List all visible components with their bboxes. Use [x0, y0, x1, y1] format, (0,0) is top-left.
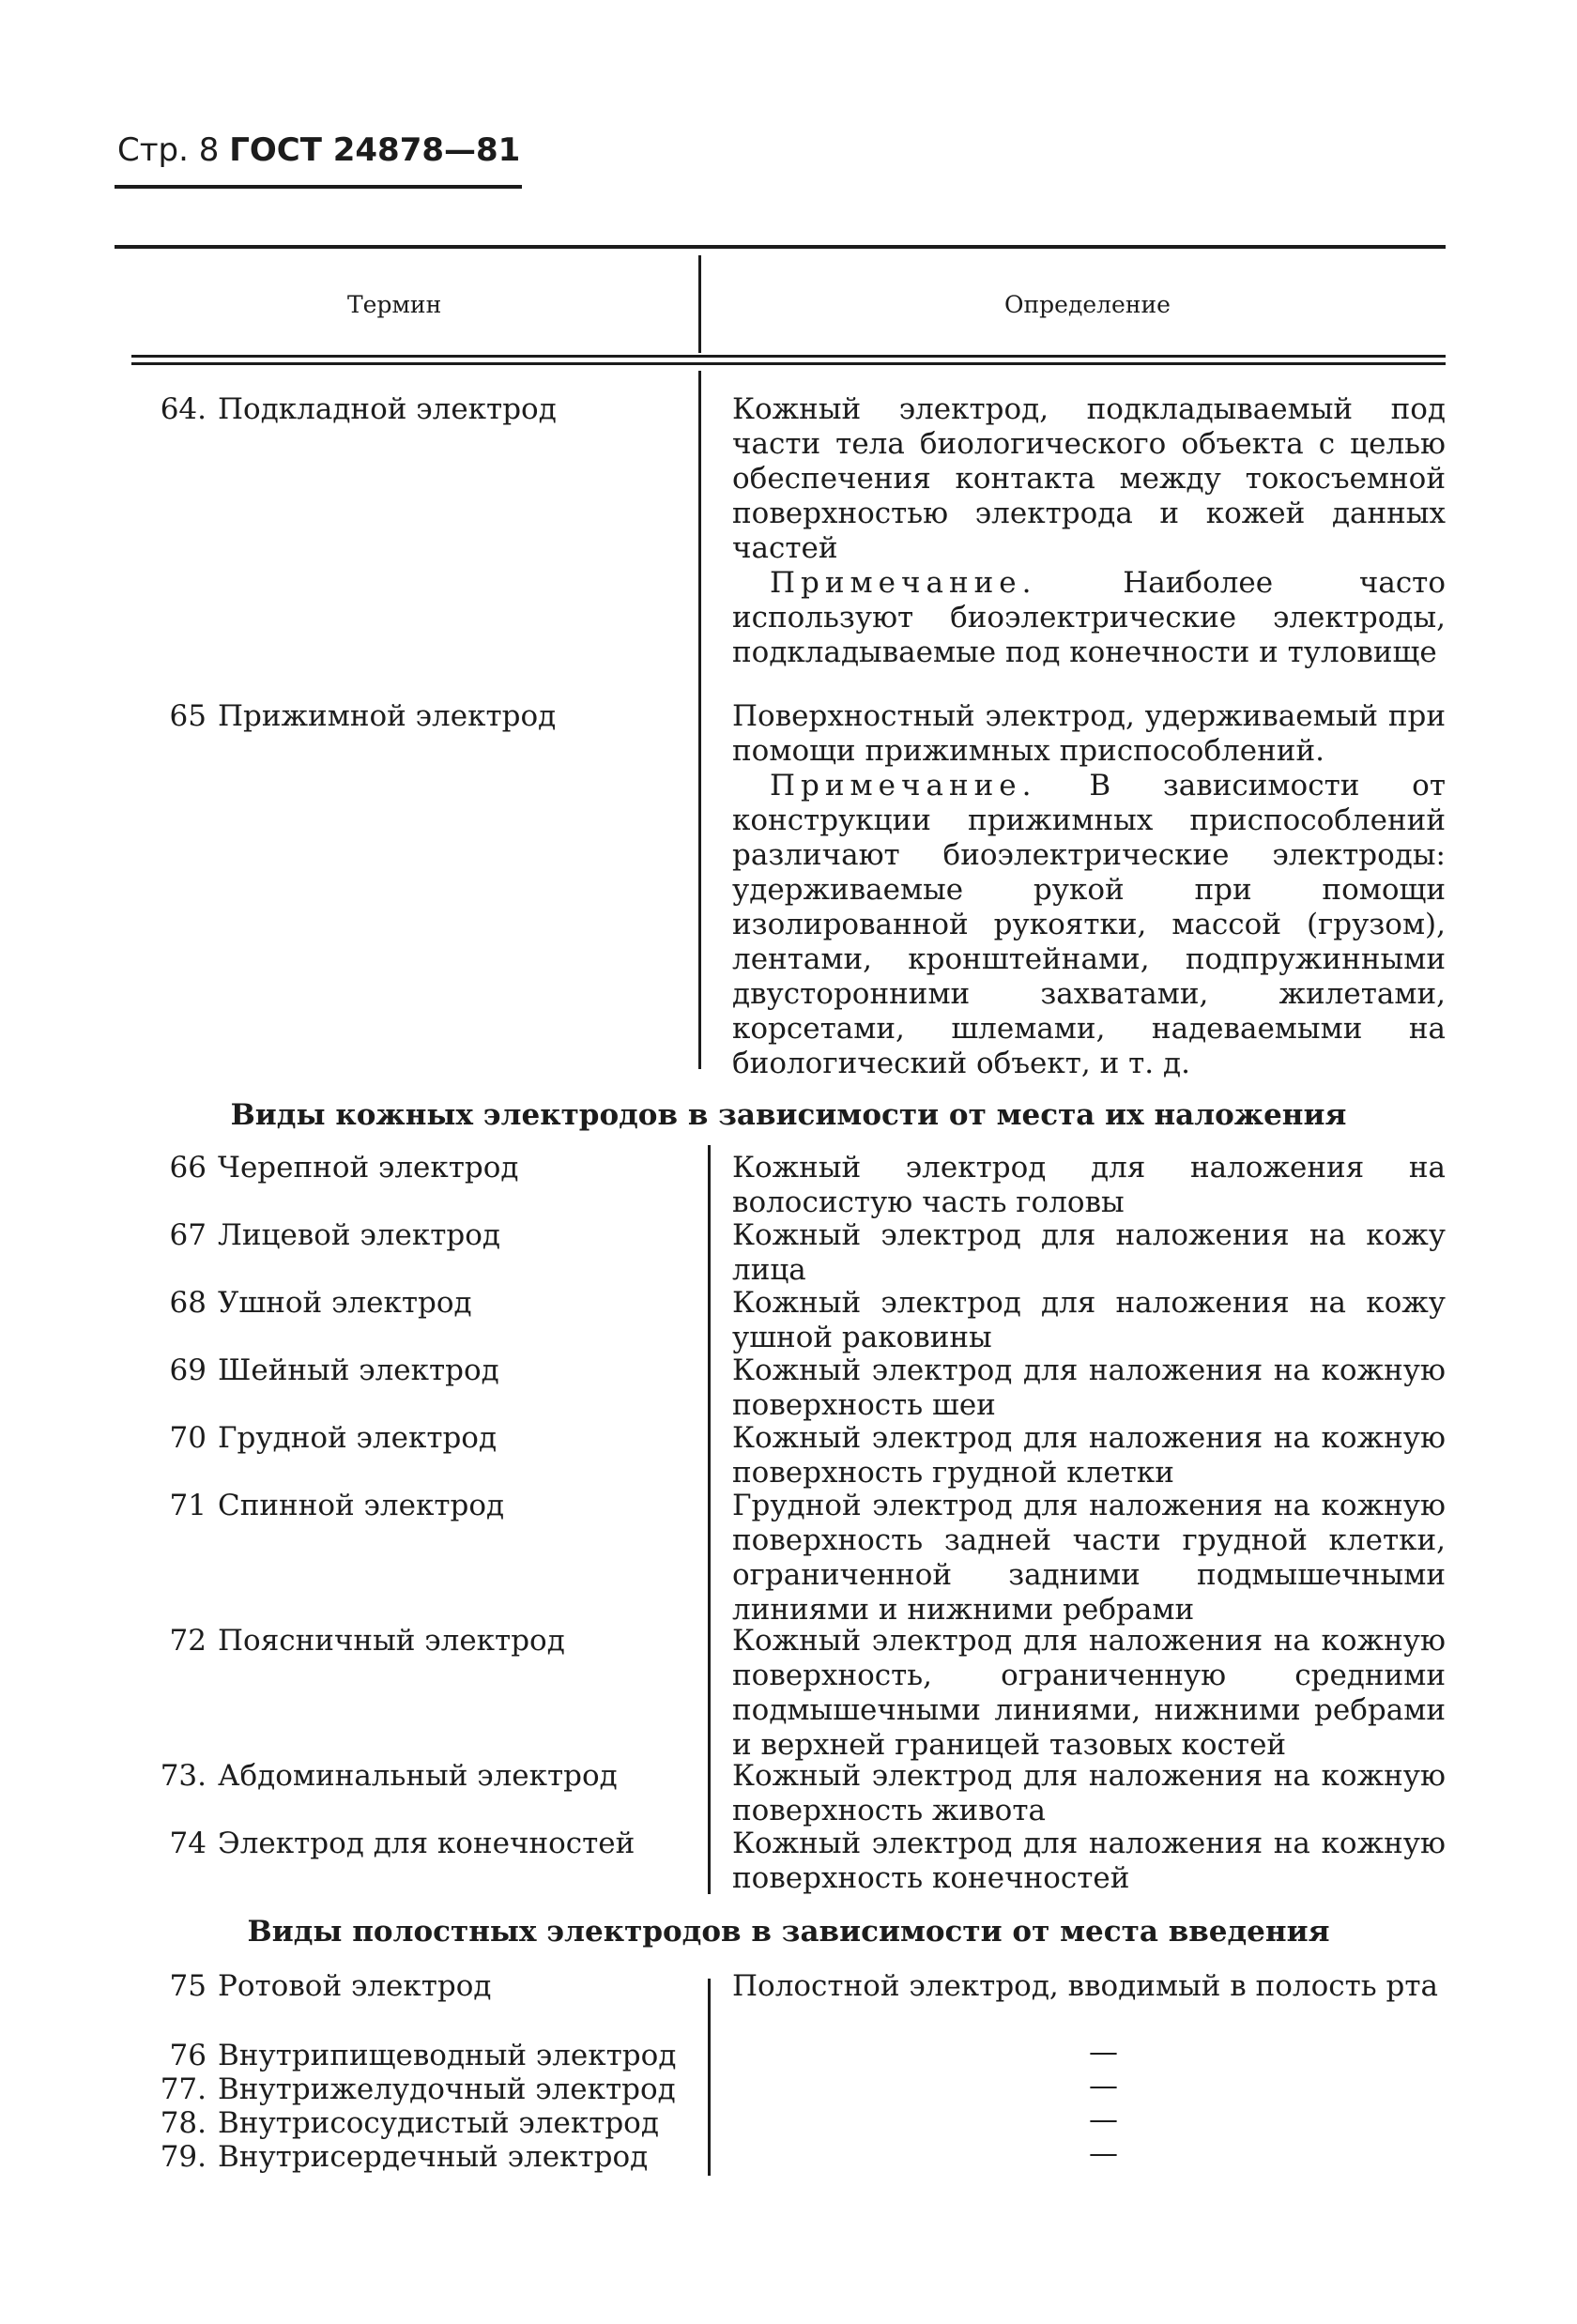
term-number: 74	[169, 1827, 207, 1860]
column-divider	[708, 1979, 711, 2176]
term-name: Электрод для конечностей	[218, 1827, 635, 1860]
term-number: 70	[169, 1421, 207, 1455]
term-name: Поясничный электрод	[218, 1624, 565, 1658]
definition-71	[732, 1489, 1446, 1628]
term-76	[141, 2039, 676, 2072]
page-label: Стр. 8	[117, 131, 220, 169]
term-number: 78.	[160, 2106, 207, 2140]
definition-text: Кожный электрод для наложения на волосистую часть головы	[732, 1151, 1446, 1219]
term-71	[141, 1489, 504, 1522]
term-68	[141, 1286, 472, 1320]
term-78	[141, 2106, 659, 2140]
term-number: 73.	[160, 1759, 207, 1793]
note-label: Примечание.	[770, 769, 1037, 803]
column-header-definition: Определение	[1004, 291, 1171, 318]
term-name: Внутрисердечный электрод	[218, 2140, 649, 2174]
term-65	[141, 699, 556, 733]
term-name: Ушной электрод	[218, 1286, 472, 1320]
definition-65	[732, 699, 1446, 1081]
term-number: 69	[169, 1353, 207, 1387]
term-number: 76	[169, 2039, 207, 2072]
column-header-term: Термин	[347, 291, 442, 318]
note-text: Наиболее часто используют биоэлектрические электроды, подкладываемые под конечности и туловище	[732, 566, 1446, 669]
term-66	[141, 1151, 519, 1185]
term-77	[141, 2072, 676, 2106]
definition-69	[732, 1353, 1446, 1423]
definition-note	[732, 769, 1446, 1081]
header-double-rule	[131, 355, 1446, 358]
column-divider	[708, 1145, 711, 1894]
term-name: Лицевой электрод	[218, 1218, 500, 1252]
definition-text: Поверхностный электрод, удерживаемый при помощи прижимных приспособлений.	[732, 699, 1446, 768]
term-name: Шейный электрод	[218, 1353, 499, 1387]
definition-64	[732, 392, 1446, 670]
definition-text: Кожный электрод для наложения на кожную поверхность грудной клетки	[732, 1421, 1446, 1490]
term-number: 72	[169, 1624, 207, 1658]
term-79	[141, 2140, 648, 2174]
section-heading-cavity: Виды полостных электродов в зависимости от места введения	[247, 1915, 1330, 1949]
definition-70	[732, 1421, 1446, 1491]
definition-73	[732, 1759, 1446, 1828]
term-number: 66	[169, 1151, 207, 1185]
definition-77: —	[1089, 2069, 1118, 2102]
term-name: Прижимной электрод	[218, 699, 557, 733]
definition-text: Кожный электрод для наложения на кожу ушной раковины	[732, 1286, 1446, 1354]
definition-text: Кожный электрод для наложения на кожную поверхность, ограниченную средними подмышечными линиями, нижними ребрами и верхней границей тазовых костей	[732, 1624, 1446, 1762]
definition-68	[732, 1286, 1446, 1355]
term-name: Черепной электрод	[218, 1151, 519, 1185]
header-rule	[115, 185, 522, 189]
term-name: Ротовой электрод	[218, 1969, 492, 2003]
term-name: Внутрипищеводный электрод	[218, 2039, 677, 2072]
term-number: 77.	[160, 2072, 207, 2106]
term-64	[141, 392, 557, 426]
definition-text: Кожный электрод, подкладываемый под части тела биологического объекта с целью обеспечения контакта между токосъемной поверхностью электрода и кожей данных частей	[732, 392, 1446, 565]
definition-75	[732, 1969, 1446, 2004]
term-number: 68	[169, 1286, 207, 1320]
term-70	[141, 1421, 497, 1455]
note-text: В зависимости от конструкции прижимных приспособлений различают биоэлектрические электроды: удерживаемые рукой при помощи изолированной рукоятки, массой (грузом), лентами, кронштейнами, подпружинными двусторонними захватами, жилетами, корсетами, шлемами, надеваемыми на биологический объект, и т. д.	[732, 769, 1446, 1080]
column-divider	[698, 255, 701, 353]
term-number: 65	[169, 699, 207, 733]
term-67	[141, 1218, 500, 1252]
term-72	[141, 1624, 565, 1658]
term-74	[141, 1827, 635, 1860]
definition-text: Кожный электрод для наложения на кожную поверхность шеи	[732, 1353, 1446, 1422]
definition-note	[732, 566, 1446, 670]
table-top-rule	[115, 245, 1446, 249]
term-name: Внутрисосудистый электрод	[218, 2106, 659, 2140]
term-number: 79.	[160, 2140, 207, 2174]
note-label: Примечание.	[770, 566, 1037, 600]
definition-text: Кожный электрод для наложения на кожную поверхность живота	[732, 1759, 1446, 1827]
term-name: Внутрижелудочный электрод	[218, 2072, 676, 2106]
column-divider	[698, 371, 701, 1069]
term-number: 71	[169, 1489, 207, 1522]
section-heading-skin: Виды кожных электродов в зависимости от места их наложения	[230, 1098, 1347, 1132]
term-number: 67	[169, 1218, 207, 1252]
definition-text: Грудной электрод для наложения на кожную поверхность задней части грудной клетки, ограниченной задними подмышечными линиями и нижними ребрами	[732, 1489, 1446, 1627]
definition-72	[732, 1624, 1446, 1763]
term-number: 75	[169, 1969, 207, 2003]
term-73	[141, 1759, 618, 1793]
term-name: Грудной электрод	[218, 1421, 498, 1455]
definition-text: Кожный электрод для наложения на кожу лица	[732, 1218, 1446, 1287]
definition-76: —	[1089, 2035, 1118, 2069]
term-name: Подкладной электрод	[218, 392, 557, 426]
term-69	[141, 1353, 499, 1387]
header-double-rule	[131, 362, 1446, 365]
definition-67	[732, 1218, 1446, 1288]
gost-number: ГОСТ 24878—81	[229, 131, 521, 169]
definition-text: Полостной электрод, вводимый в полость рта	[732, 1969, 1438, 2003]
definition-79: —	[1089, 2136, 1118, 2170]
term-name: Абдоминальный электрод	[218, 1759, 618, 1793]
page-header	[117, 131, 520, 169]
definition-74	[732, 1827, 1446, 1896]
definition-78: —	[1089, 2102, 1118, 2136]
definition-text: Кожный электрод для наложения на кожную поверхность конечностей	[732, 1827, 1446, 1895]
term-75	[141, 1969, 492, 2003]
term-name: Спинной электрод	[218, 1489, 505, 1522]
term-number: 64.	[160, 392, 207, 426]
definition-66	[732, 1151, 1446, 1220]
